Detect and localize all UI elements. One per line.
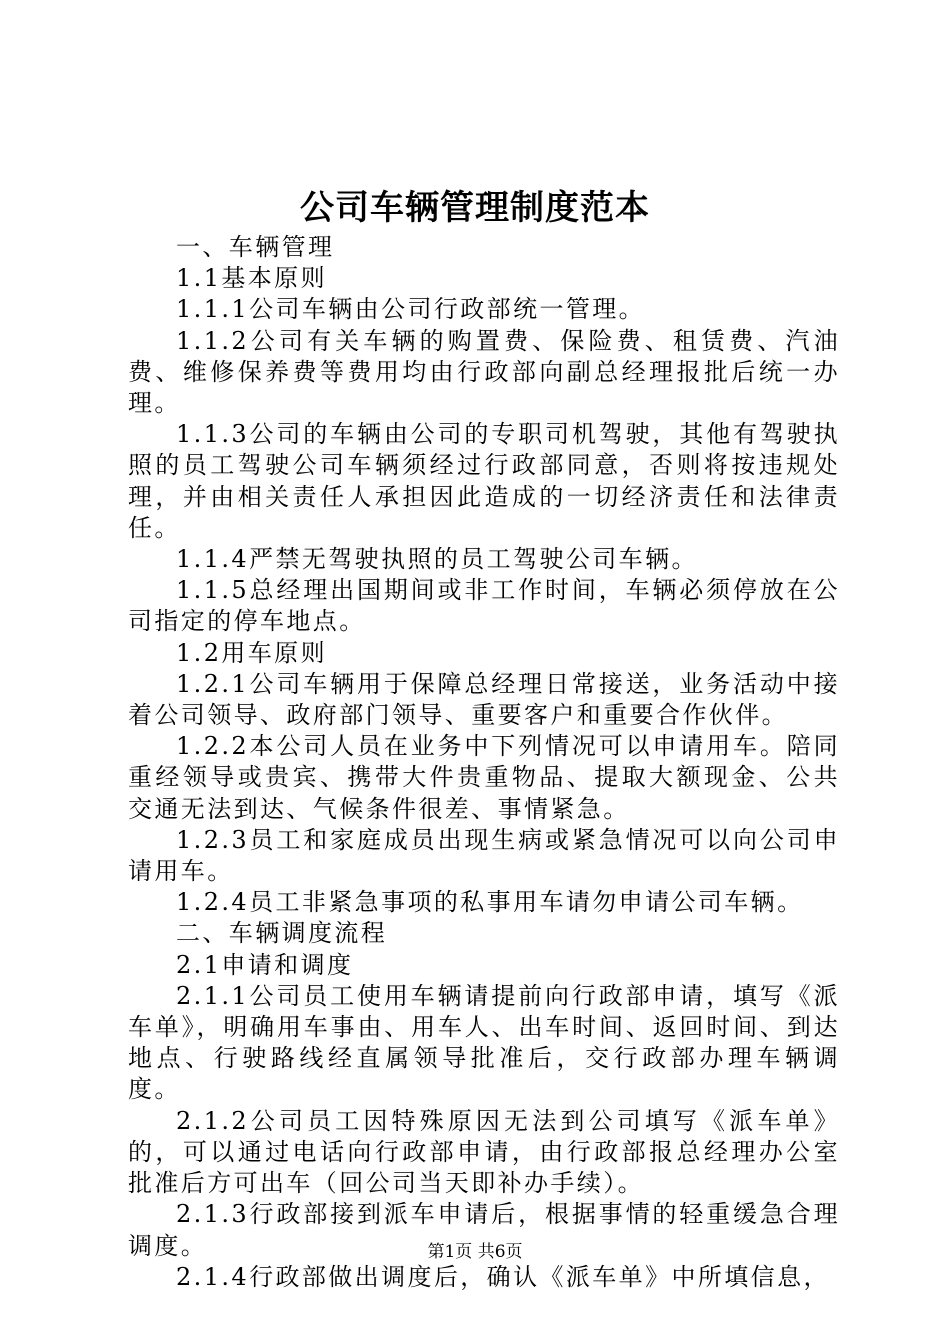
- paragraph-1-1-5: 1.1.5总经理出国期间或非工作时间，车辆必须停放在公司指定的停车地点。: [128, 576, 840, 636]
- subsection-heading-2-1: 2.1申请和调度: [176, 950, 354, 979]
- paragraph-2-1-4: 2.1.4行政部做出调度后，确认《派车单》中所填信息，: [176, 1262, 830, 1291]
- paragraph-1-1-1: 1.1.1公司车辆由公司行政部统一管理。: [176, 295, 646, 324]
- page-number: 第1页: [427, 1242, 473, 1262]
- page-total: 共6页: [477, 1242, 523, 1262]
- section-heading-1: 一、车辆管理: [176, 233, 335, 261]
- paragraph-1-1-4: 1.1.4严禁无驾驶执照的员工驾驶公司车辆。: [176, 545, 698, 574]
- paragraph-1-2-1: 1.2.1公司车辆用于保障总经理日常接送，业务活动中接着公司领导、政府部门领导、重要客户和重要合作伙伴。: [128, 669, 840, 730]
- paragraph-1-1-3: 1.1.3公司的车辆由公司的专职司机驾驶，其他有驾驶执照的员工驾驶公司车辆须经过行政部同意，否则将按违规处理，并由相关责任人承担因此造成的一切经济责任和法律责任。: [128, 420, 840, 542]
- page-footer: [0, 1240, 950, 1264]
- paragraph-2-1-3: 2.1.3行政部接到派车申请后，根据事情的轻重缓急合理调度。: [128, 1200, 840, 1260]
- subsection-heading-1-1: 1.1基本原则: [176, 264, 327, 293]
- paragraph-2-1-1: 2.1.1公司员工使用车辆请提前向行政部申请，填写《派车单》，明确用车事由、用车人、出车时间、返回时间、到达地点、行驶路线经直属领导批准后，交行政部办理车辆调度。: [128, 981, 840, 1104]
- paragraph-1-2-4: 1.2.4员工非紧急事项的私事用车请勿申请公司车辆。: [176, 888, 804, 917]
- paragraph-2-1-2: 2.1.2公司员工因特殊原因无法到公司填写《派车单》的，可以通过电话向行政部申请，由行政部报总经理办公室批准后方可出车（回公司当天即补办手续）。: [128, 1106, 840, 1198]
- document-title: 公司车辆管理制度范本: [300, 188, 650, 228]
- paragraph-1-2-2: 1.2.2本公司人员在业务中下列情况可以申请用车。陪同重经领导或贵宾、携带大件贵重物品、提取大额现金、公共交通无法到达、气候条件很差、事情紧急。: [128, 732, 840, 823]
- subsection-heading-1-2: 1.2用车原则: [176, 638, 327, 667]
- document-body: [128, 232, 840, 1293]
- paragraph-1-2-3: 1.2.3员工和家庭成员出现生病或紧急情况可以向公司申请用车。: [128, 825, 840, 886]
- paragraph-1-1-2: 1.1.2公司有关车辆的购置费、保险费、租赁费、汽油费、维修保养费等费用均由行政部向副总经理报批后统一办理。: [128, 326, 840, 418]
- section-heading-2: 二、车辆调度流程: [176, 919, 388, 948]
